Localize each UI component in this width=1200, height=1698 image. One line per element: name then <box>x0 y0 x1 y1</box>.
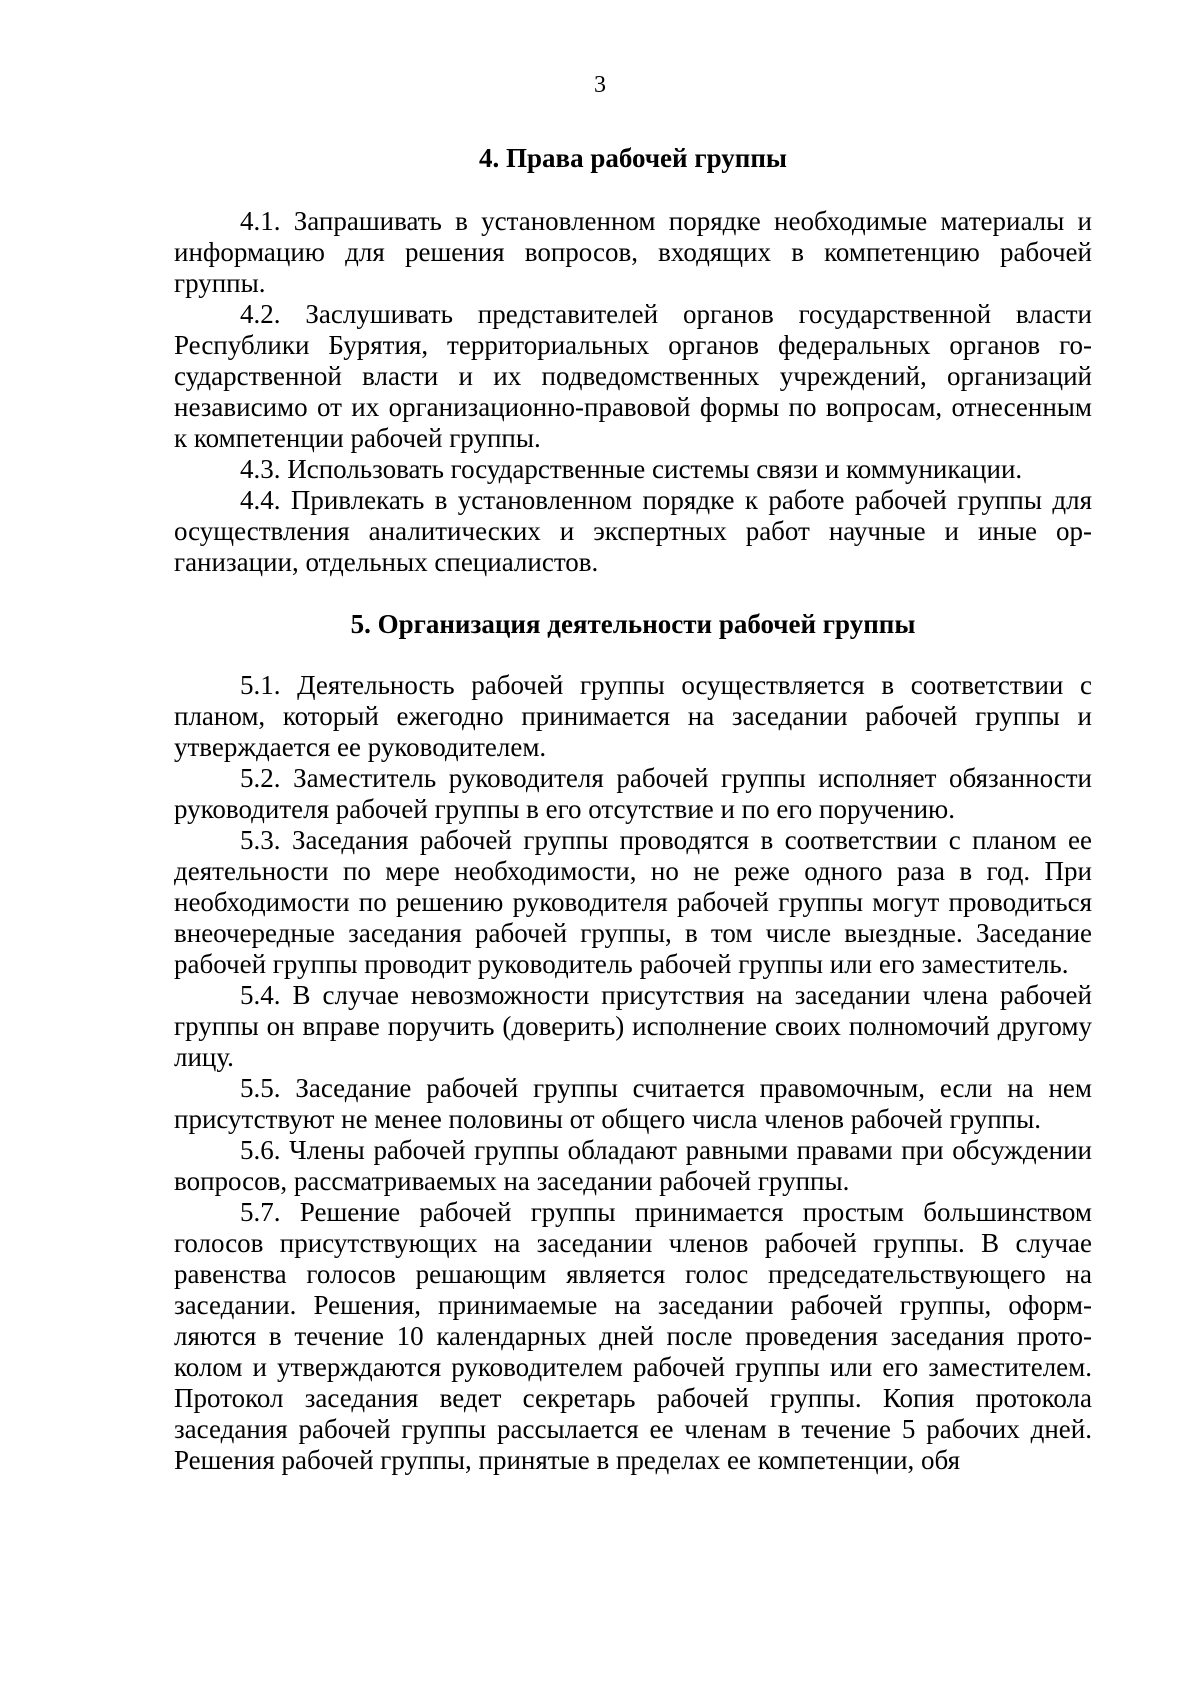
paragraph-4-1: 4.1. Запрашивать в установленном порядке необходимые материалы и информацию для решения вопросов, входящих в компетенцию рабочей группы. <box>174 206 1092 298</box>
paragraph-5-2: 5.2. Заместитель руководителя рабочей группы исполняет обязанности руководителя рабочей группы в его отсутствие и по его поручению. <box>174 763 1092 824</box>
paragraph-5-1: 5.1. Деятельность рабочей группы осуществляется в соответствии с планом, который ежегодно принимается на заседании рабочей группы и утверждается ее руководителем. <box>174 670 1092 762</box>
page-number: 3 <box>594 72 606 98</box>
paragraph-4-3: 4.3. Использовать государственные системы связи и коммуникации. <box>240 454 1023 484</box>
document-body <box>174 142 1092 1476</box>
paragraph-5-3: 5.3. Заседания рабочей группы проводятся в соответствии с планом ее деятельности по мере необходимости, но не реже одного раза в год. При необходимости по решению руководителя рабочей группы могут проводиться внеочередные заседания рабочей группы, в том числе выездные. Заседание рабочей группы проводит руководитель рабочей группы или его заместитель. <box>174 825 1092 979</box>
paragraph-4-4: 4.4. Привлекать в установленном порядке к работе рабочей группы для осуществления аналитических и экспертных работ научные и иные организации, отдельных специалистов. <box>174 485 1092 577</box>
section-5-title: 5. Организация деятельности рабочей группы <box>350 609 916 639</box>
paragraph-5-7: 5.7. Решение рабочей группы принимается простым большинством голосов присутствующих на заседании членов рабочей группы. В случае равенства голосов решающим является голос председательствующего на заседании. Решения, принимаемые на заседании рабочей группы, оформляются в течение 10 календарных дней после проведения заседания протоколом и утверждаются руководителем рабочей группы или его заместителем. Протокол заседания ведет секретарь рабочей группы. Копия протокола заседания рабочей группы рассылается ее членам в течение 5 рабочих дней. Решения рабочей группы, принятые в пределах ее компетенции, обя <box>174 1197 1092 1475</box>
paragraph-5-4: 5.4. В случае невозможности присутствия на заседании члена рабочей группы он вправе поручить (доверить) исполнение своих полномочий другому лицу. <box>174 980 1092 1072</box>
paragraph-5-6: 5.6. Члены рабочей группы обладают равными правами при обсуждении вопросов, рассматриваемых на заседании рабочей группы. <box>174 1135 1092 1196</box>
section-4-title: 4. Права рабочей группы <box>479 143 787 173</box>
paragraph-5-5: 5.5. Заседание рабочей группы считается правомочным, если на нем присутствуют не менее половины от общего числа членов рабочей группы. <box>174 1073 1092 1134</box>
paragraph-4-2: 4.2. Заслушивать представителей органов государственной власти Республики Бурятия, территориальных органов федеральных органов государственной власти и их подведомственных учреждений, организаций независимо от их организационно-правовой формы по вопросам, отнесенным к компетенции рабочей группы. <box>174 299 1092 453</box>
